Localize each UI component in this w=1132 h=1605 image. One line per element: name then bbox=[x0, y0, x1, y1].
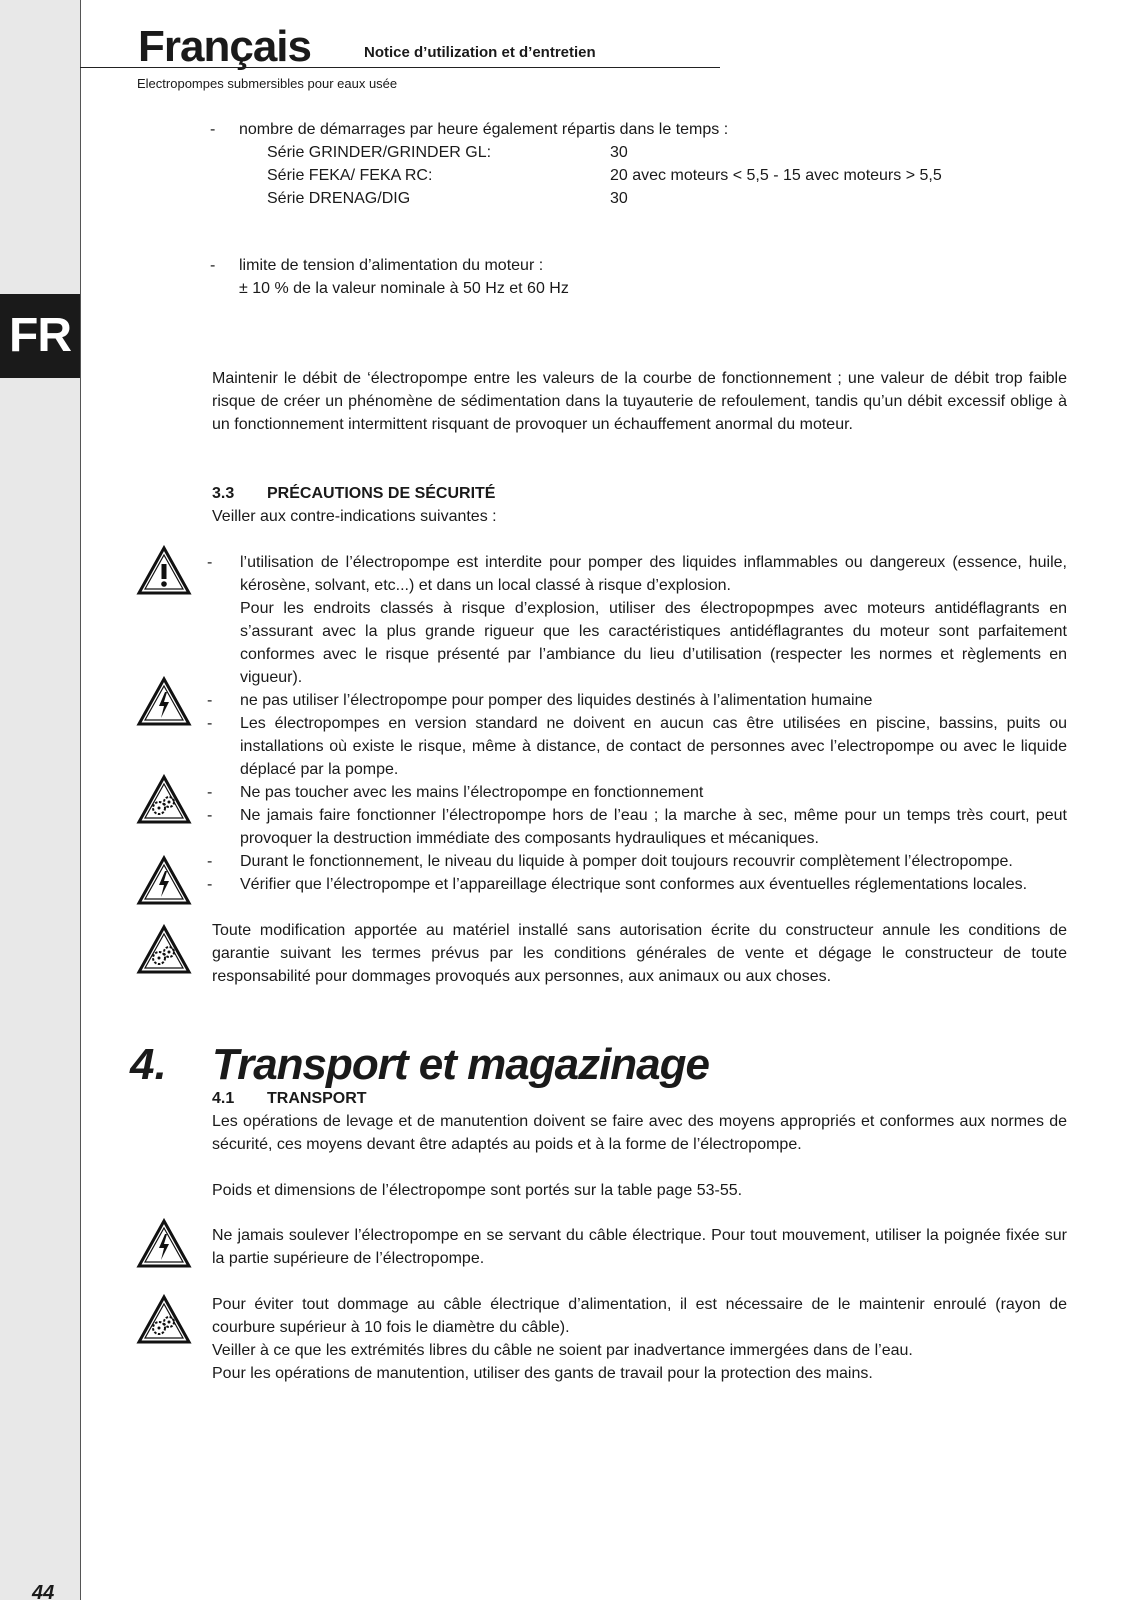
section-4-1-number: 4.1 bbox=[212, 1090, 235, 1107]
list-bullet: - bbox=[207, 554, 213, 571]
safety-item: Vérifier que l’électropompe et l’appareillage électrique sont conformes aux éventuelles réglementations locales. bbox=[240, 876, 1028, 893]
list-bullet: - bbox=[207, 692, 213, 709]
safety-item: Ne jamais faire fonctionner l’électropompe hors de l’eau ; la marche à sec, même pour un temps très court, peut provoquer la destruction immédiate des composants hydrauliques et mécaniques. bbox=[240, 807, 1067, 847]
safety-item: Durant le fonctionnement, le niveau du liquide à pomper doit toujours recouvrir complètement l’électropompe. bbox=[240, 853, 1013, 870]
section-3-3-title: PRÉCAUTIONS DE SÉCURITÉ bbox=[267, 485, 496, 502]
transport-paragraph-4: Pour éviter tout dommage au câble électrique d’alimentation, il est nécessaire de le maintenir enroulé (rayon de courbure supérieur à 10 fois le diamètre du câble). bbox=[212, 1296, 1067, 1336]
header-title: Français bbox=[138, 22, 311, 71]
header-tagline: Electropompes submersibles pour eaux usée bbox=[137, 76, 398, 91]
starts-value-feka: 20 avec moteurs < 5,5 - 15 avec moteurs > 5,5 bbox=[610, 167, 942, 184]
starts-value-drenag: 30 bbox=[610, 190, 628, 207]
transport-paragraph-1: Les opérations de levage et de manutention doivent se faire avec des moyens appropriés et conformes aux normes de sécurité, ces moyens devant être adaptés au poids et à la forme de l’électropompe. bbox=[212, 1113, 1067, 1153]
list-bullet: - bbox=[210, 257, 216, 274]
electric-hazard-icon bbox=[136, 855, 192, 907]
list-bullet: - bbox=[207, 715, 213, 732]
section-4-1-title: TRANSPORT bbox=[267, 1090, 367, 1107]
left-margin-strip bbox=[0, 0, 81, 1600]
transport-paragraph-6: Pour les opérations de manutention, utiliser des gants de travail pour la protection des mains. bbox=[212, 1365, 873, 1382]
section-3-3-number: 3.3 bbox=[212, 485, 235, 502]
electric-hazard-icon bbox=[136, 1218, 192, 1270]
transport-paragraph-2: Poids et dimensions de l’électropompe sont portés sur la table page 53-55. bbox=[212, 1182, 743, 1199]
header-subtitle: Notice d’utilization et d’entretien bbox=[364, 44, 596, 61]
list-bullet: - bbox=[207, 876, 213, 893]
warning-exclamation-icon bbox=[136, 545, 192, 597]
rotating-parts-hazard-icon bbox=[136, 774, 192, 826]
starts-series-grinder: Série GRINDER/GRINDER GL: bbox=[267, 144, 492, 161]
chapter-number: 4. bbox=[130, 1040, 167, 1089]
section-3-3-closing: Toute modification apportée au matériel installé sans autorisation écrite du constructeur annule les conditions de garantie suivant les termes prévus par les conditions générales de vente et dégage le constructeur de toute responsabilité pour dommages provoqués aux personnes, aux animaux ou aux choses. bbox=[212, 922, 1067, 985]
list-bullet: - bbox=[210, 121, 216, 138]
transport-paragraph-5: Veiller à ce que les extrémités libres du câble ne soient par inadvertance immergées dans de l’eau. bbox=[212, 1342, 913, 1359]
safety-item: ne pas utiliser l’électropompe pour pomper des liquides destinés à l’alimentation humaine bbox=[240, 692, 873, 709]
list-bullet: - bbox=[207, 807, 213, 824]
electric-hazard-icon bbox=[136, 676, 192, 728]
section-3-3-intro: Veiller aux contre-indications suivantes : bbox=[212, 508, 497, 525]
voltage-intro: limite de tension d’alimentation du moteur : bbox=[239, 257, 544, 274]
header-rule bbox=[80, 67, 720, 68]
starts-series-drenag: Série DRENAG/DIG bbox=[267, 190, 411, 207]
starts-value-grinder: 30 bbox=[610, 144, 628, 161]
safety-item: Ne pas toucher avec les mains l’électropompe en fonctionnement bbox=[240, 784, 704, 801]
starts-intro: nombre de démarrages par heure également répartis dans le temps : bbox=[239, 121, 729, 138]
page-number: 44 bbox=[32, 1582, 55, 1604]
voltage-value: ± 10 % de la valeur nominale à 50 Hz et 60 Hz bbox=[239, 280, 569, 297]
starts-series-feka: Série FEKA/ FEKA RC: bbox=[267, 167, 433, 184]
transport-paragraph-3: Ne jamais soulever l’électropompe en se servant du câble électrique. Pour tout mouvement, utiliser la poignée fixée sur la partie supérieure de l’électropompe. bbox=[212, 1227, 1067, 1267]
list-bullet: - bbox=[207, 784, 213, 801]
rotating-parts-hazard-icon bbox=[136, 1294, 192, 1346]
flow-paragraph: Maintenir le débit de ‘électropompe entre les valeurs de la courbe de fonctionnement ; une valeur de débit trop faible risque de créer un phénomène de sédimentation dans la tuyauterie de refoulement, tandis qu’un débit excessif oblige à un fonctionnement intermittent risquant de provoquer un échauffement anormal du moteur. bbox=[212, 370, 1067, 433]
safety-item: l’utilisation de l’électropompe est interdite pour pomper des liquides inflammables ou dangereux (essence, huile, kérosène, solvant, etc...) et dans un local classé à risque d’explosion. bbox=[240, 554, 1067, 594]
safety-item: Pour les endroits classés à risque d’explosion, utiliser des électropopmpes avec moteurs antidéflagrants en s’assurant avec la plus grande rigueur que les caractéristiques antidéflagrantes du moteur sont parfaitement conformes avec le risque présenté par l’ambiance du lieu d’utilisation (respecter les normes et règlements en vigueur). bbox=[240, 600, 1067, 686]
language-tab: FR bbox=[0, 294, 80, 378]
chapter-title: Transport et magazinage bbox=[212, 1040, 709, 1089]
list-bullet: - bbox=[207, 853, 213, 870]
rotating-parts-hazard-icon bbox=[136, 924, 192, 976]
safety-item: Les électropompes en version standard ne doivent en aucun cas être utilisées en piscine, bassins, puits ou installations où existe le risque, même à distance, de contact de personnes avec l’electropompe ou avec le liquide déplacé par la pompe. bbox=[240, 715, 1067, 778]
